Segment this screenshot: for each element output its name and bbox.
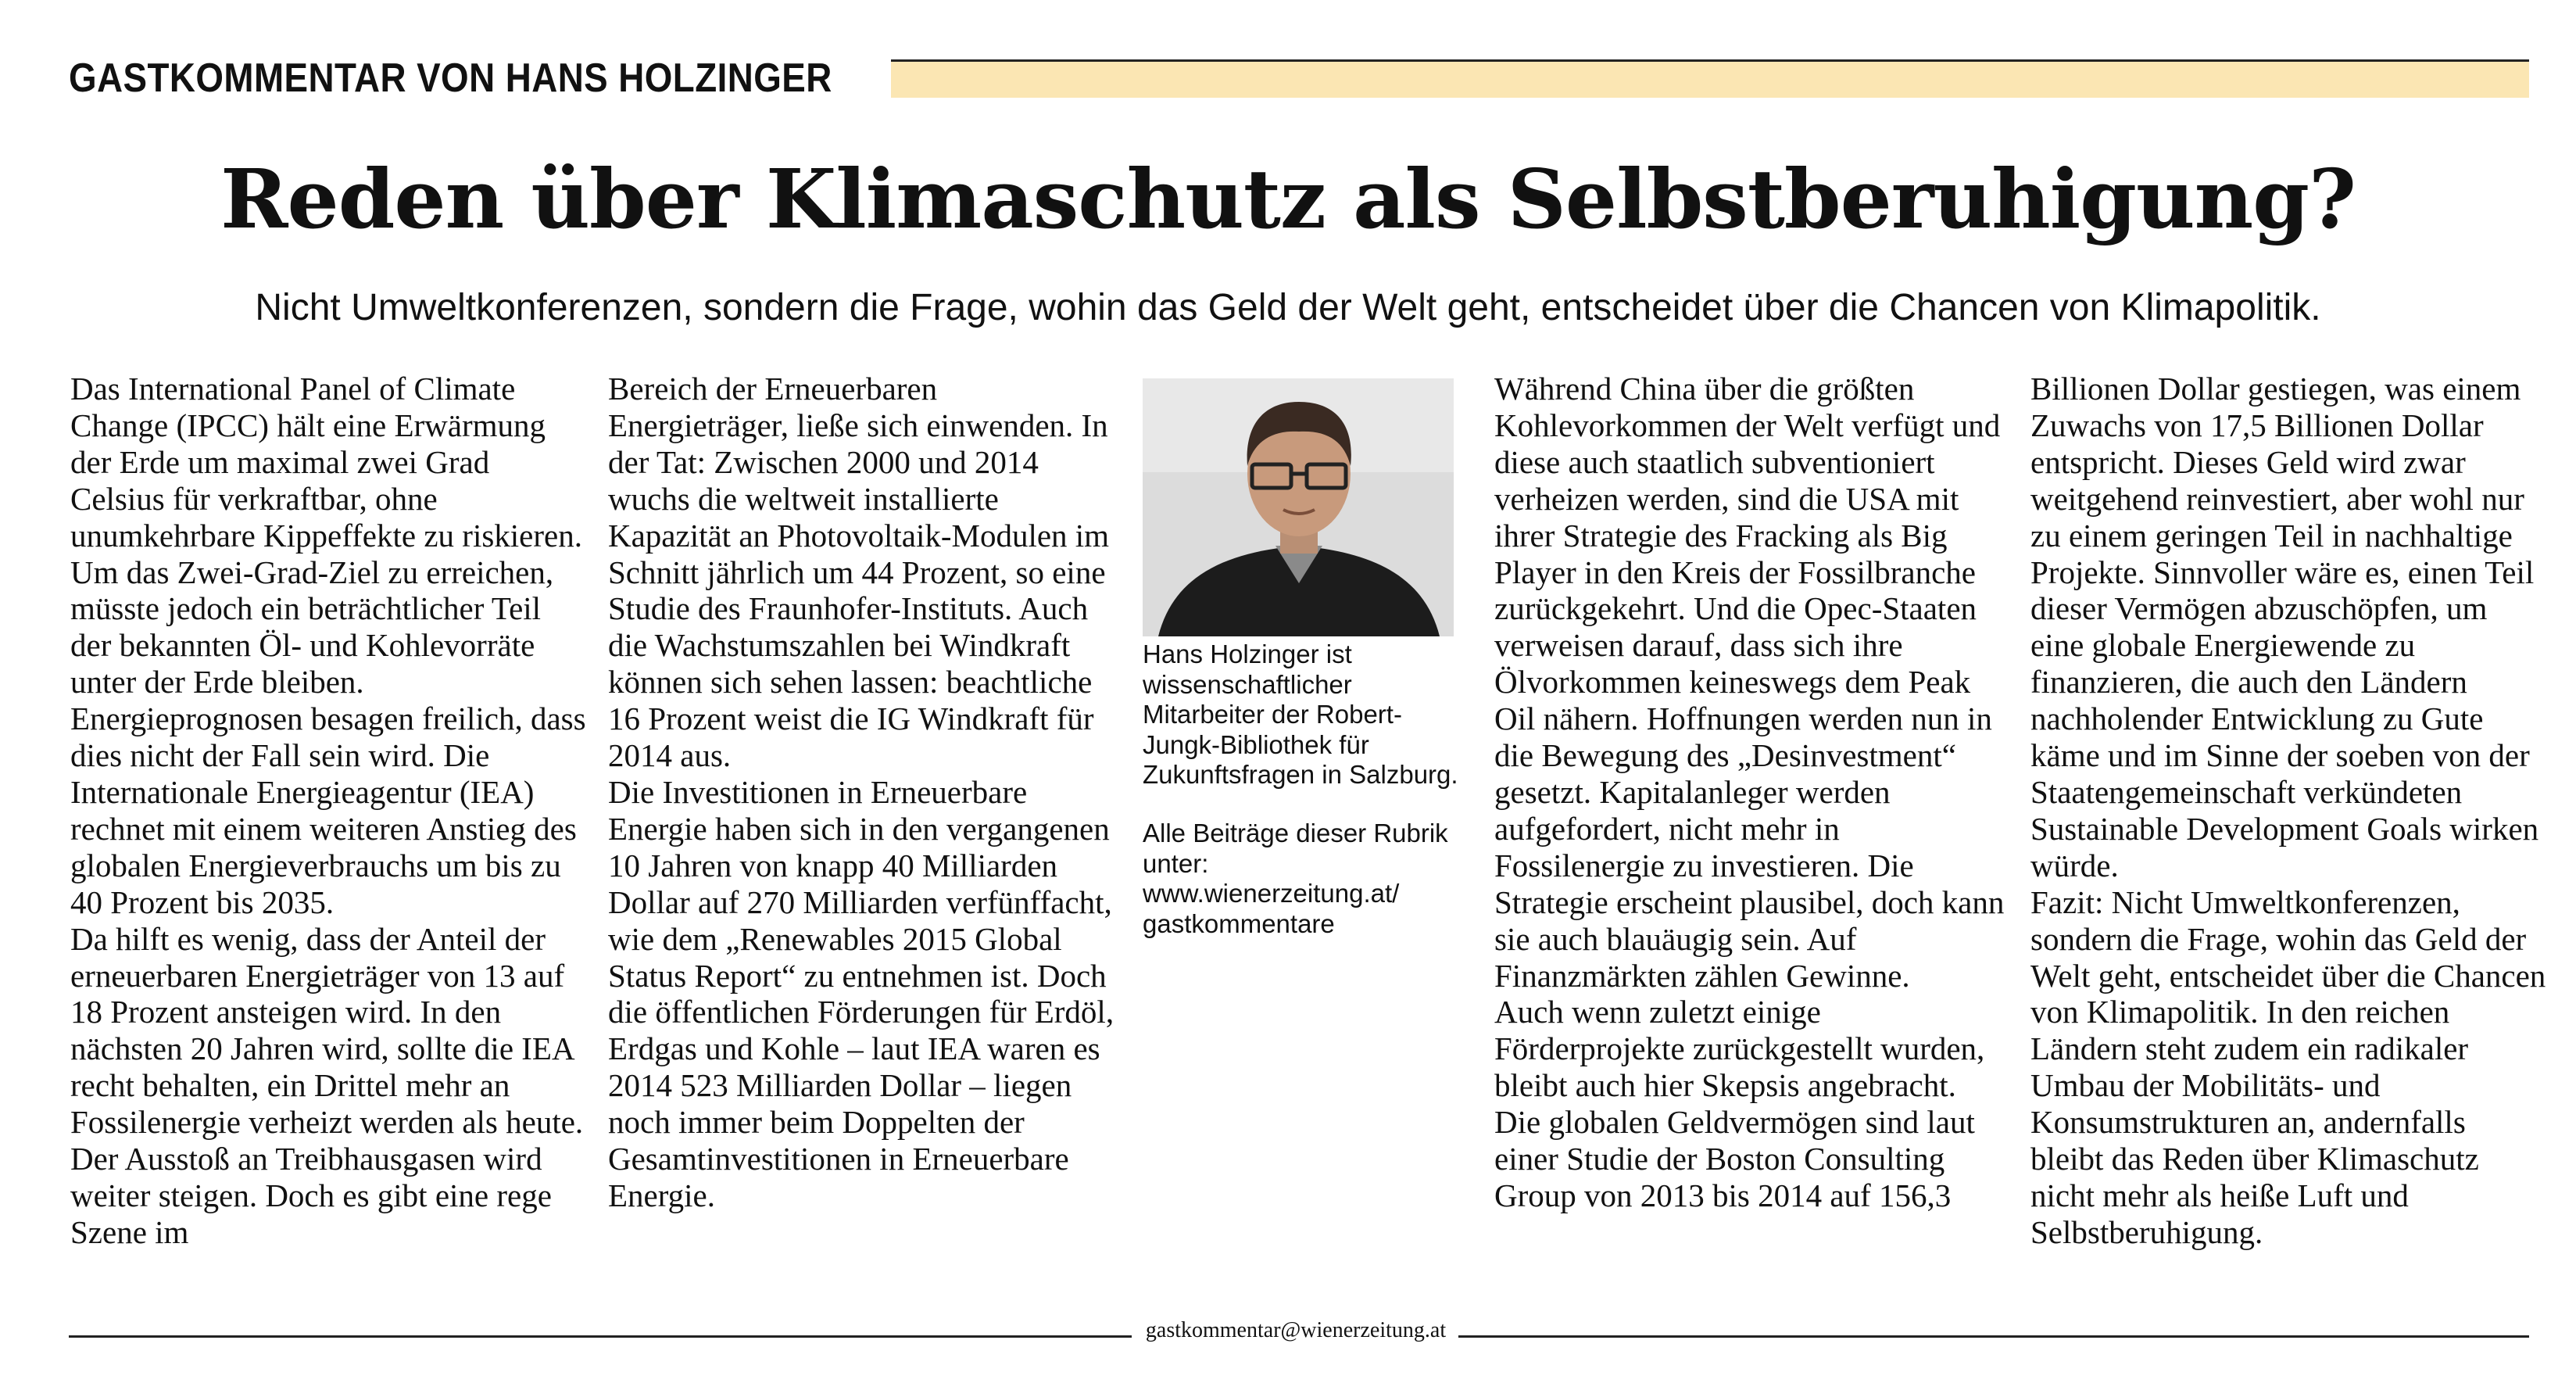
- rubric-color-bar: [891, 59, 2529, 98]
- footer-rule-left: [69, 1335, 1132, 1338]
- rubric-header: [69, 52, 2529, 105]
- paragraph: Da hilft es wenig, dass der Anteil der erneuerbaren Energieträger von 13 auf 18 Prozent ansteigen wird. In den nächsten 20 Jahren wird, sollte die IEA recht behalten, ein Drittel mehr an Fossilenergie verheizt werden als heute. Der Ausstoß an Treibhausgasen wird weiter steigen. Doch es gibt eine rege Szene im: [70, 920, 584, 1250]
- article-column-1: [70, 371, 586, 1277]
- rubric-link-url-path: gastkommentare: [1143, 908, 1335, 938]
- paragraph: Die Investitionen in Erneuerbare Energie haben sich in den vergangenen 10 Jahren von knapp 40 Milliarden Dollar auf 270 Milliarden verfünffacht, wie dem „Renewables 2015 Global Status Report“ zu entnehmen ist. Doch die öffentlichen Förderungen für Erdöl, Erdgas und Kohle – laut IEA waren es 2014 523 Milliarden Dollar – liegen noch immer beim Doppelten der Gesamtinvestitionen in Erneuerbare Energie.: [608, 773, 1114, 1213]
- rubric-title: GASTKOMMENTAR VON HANS HOLZINGER: [69, 56, 832, 101]
- footer-email: gastkommentar@wienerzeitung.at: [1145, 1318, 1447, 1342]
- author-portrait-illustration: [1143, 378, 1454, 636]
- paragraph: Auch wenn zuletzt einige Förderprojekte zurückgestellt wurden, bleibt auch hier Skepsis angebracht. Die globalen Geldvermögen sind laut einer Studie der Boston Consulting Group von 2013 bis 2014 auf 156,3: [1494, 994, 1985, 1213]
- paragraph: Bereich der Erneuerbaren Energieträger, ließe sich einwenden. In der Tat: Zwischen 2000 und 2014 wuchs die weltweit installierte Kapazität an Photovoltaik-Modulen im Schnitt jährlich um 44 Prozent, so eine Studie des Fraunhofer-Instituts. Auch die Wachstumszahlen bei Windkraft können sich sehen lassen: beachtliche 16 Prozent weist die IG Windkraft für 2014 aus.: [608, 371, 1110, 774]
- headline: Reden über Klimaschutz als Selbstberuhigung?: [220, 151, 2356, 247]
- paragraph: Billionen Dollar gestiegen, was einem Zuwachs von 17,5 Billionen Dollar entspricht. Dieses Geld wird zwar weitgehend reinvestiert, aber wohl nur zu einem geringen Teil in nachhaltige Projekte. Sinnvoller wäre es, einen Teil dieser Vermögen abzuschöpfen, um eine globale Energiewende zu finanzieren, die auch den Ländern nachholender Entwicklung zu Gute käme und im Sinne der soeben von der Staatengemeinschaft verkündeten Sustainable Development Goals wirken würde.: [2030, 371, 2539, 883]
- author-caption: [1143, 640, 1471, 939]
- rubric-link-url: www.wienerzeitung.at/: [1143, 879, 1400, 908]
- rubric-link-intro: Alle Beiträge dieser Rubrik unter:: [1143, 818, 1448, 878]
- paragraph: Das International Panel of Climate Change (IPCC) hält eine Erwärmung der Erde um maximal zwei Grad Celsius für verkraftbar, ohne unumkehrbare Kippeffekte zu riskieren. Um das Zwei-Grad-Ziel zu erreichen, müsste jedoch ein beträchtlicher Teil der bekannten Öl- und Kohlevorräte unter der Erde bleiben. Energieprognosen besagen freilich, dass dies nicht der Fall sein wird. Die Internationale Energieagentur (IEA) rechnet mit einem weiteren Anstieg des globalen Energieverbrauchs um bis zu 40 Prozent bis 2035.: [70, 371, 586, 920]
- footer-rule-right: [1458, 1335, 2529, 1338]
- author-bio: Hans Holzinger ist wissenschaftlicher Mitarbeiter der Robert-Jungk-Bibliothek für Zukunftsfragen in Salzburg.: [1143, 640, 1458, 790]
- article-column-4: [2030, 371, 2546, 1277]
- subheadline: Nicht Umweltkonferenzen, sondern die Frage, wohin das Geld der Welt geht, entscheidet über die Chancen von Klimapolitik.: [255, 287, 2321, 328]
- article-column-2: [608, 371, 1124, 1277]
- author-portrait: [1143, 378, 1454, 636]
- paragraph: Fazit: Nicht Umweltkonferenzen, sondern die Frage, wohin das Geld der Welt geht, entscheidet über die Chancen von Klimapolitik. In den reichen Ländern steht zudem ein radikaler Umbau der Mobilitäts- und Konsumstrukturen an, andernfalls bleibt das Reden über Klimaschutz nicht mehr als heiße Luft und Selbstberuhigung.: [2030, 883, 2546, 1250]
- article-column-3: [1494, 371, 2010, 1277]
- footer: [69, 1309, 2529, 1356]
- paragraph: Während China über die größten Kohlevorkommen der Welt verfügt und diese auch staatlich subventioniert verheizen werden, sind die USA mit ihrer Strategie des Fracking als Big Player in den Kreis der Fossilbranche zurückgekehrt. Und die Opec-Staaten verweisen darauf, dass sich ihre Ölvorkommen keineswegs dem Peak Oil nähern. Hoffnungen werden nun in die Bewegung des „Desinvestment“ gesetzt. Kapitalanleger werden aufgefordert, nicht mehr in Fossilenergie zu investieren. Die Strategie erscheint plausibel, doch kann sie auch blauäugig sein. Auf Finanzmärkten zählen Gewinne.: [1494, 371, 2005, 994]
